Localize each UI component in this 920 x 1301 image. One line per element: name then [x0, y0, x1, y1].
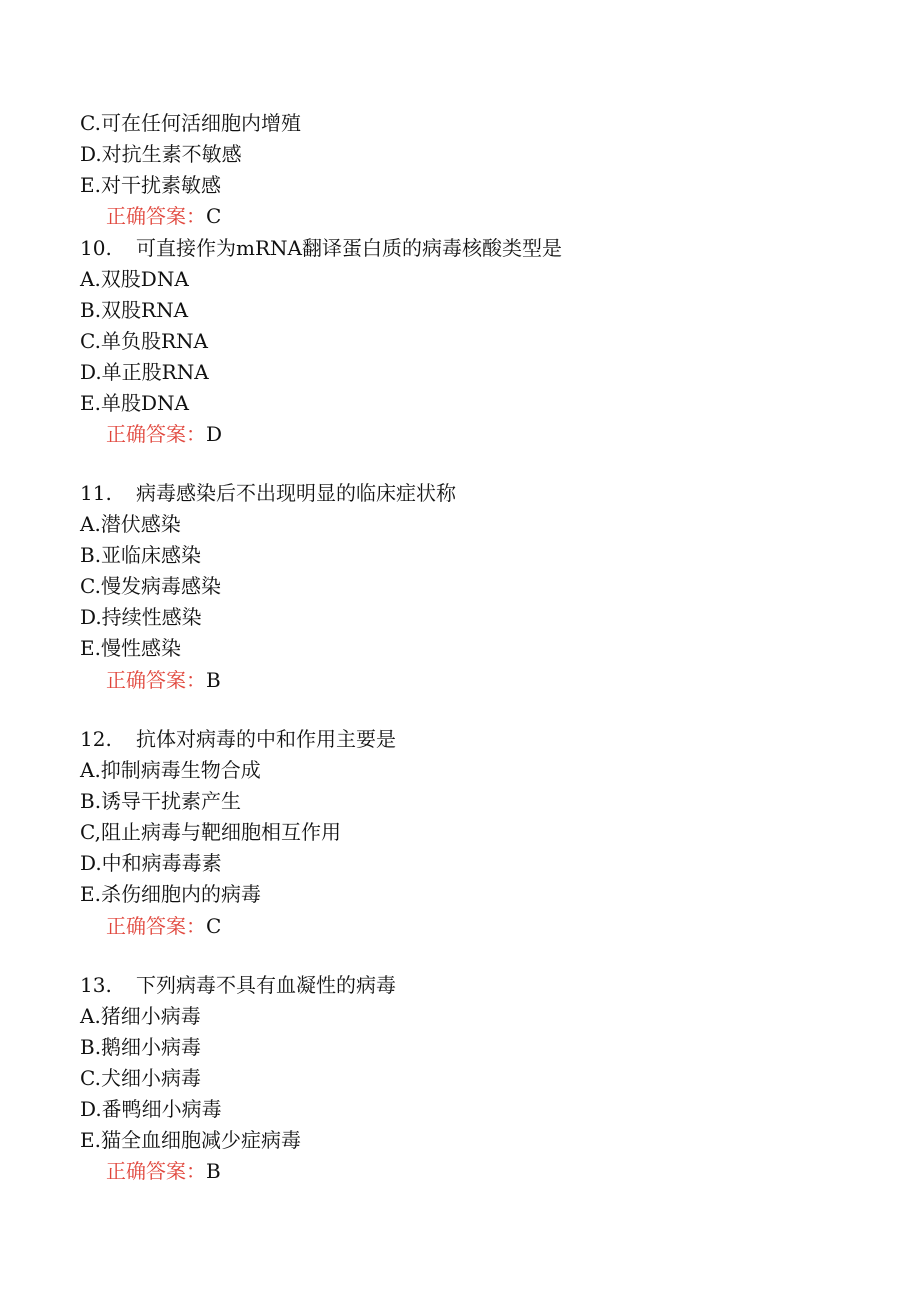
option-9c: C.可在任何活细胞内增殖 [80, 111, 301, 135]
option-12c: C,阻止病毒与靶细胞相互作用 [80, 820, 341, 844]
option-12a: A.抑制病毒生物合成 [80, 758, 261, 782]
question-text: 可直接作为mRNΑ翻译蛋白质的病毒核酸类型是 [136, 236, 562, 260]
option-9e: E.对干扰素敏感 [80, 173, 221, 197]
option-11a: A.潜伏感染 [80, 512, 181, 536]
answer-13 [106, 1159, 221, 1183]
option-11e: E.慢性感染 [80, 636, 181, 660]
question-12 [80, 727, 396, 751]
question-number: 13. [80, 973, 112, 997]
option-9d: D.对抗生素不敏感 [80, 142, 242, 166]
option-10a: A.双股DNA [80, 267, 189, 291]
question-number: 10. [80, 236, 112, 260]
question-11 [80, 481, 456, 505]
answer-label: 正确答案： [106, 914, 206, 938]
option-12d: D.中和病毒毒素 [80, 851, 222, 875]
question-text: 下列病毒不具有血凝性的病毒 [136, 973, 396, 997]
answer-11 [106, 668, 221, 692]
answer-label: 正确答案： [106, 204, 206, 228]
answer-label: 正确答案： [106, 422, 206, 446]
option-10d: D.单正股RNA [80, 360, 209, 384]
answer-value: C [206, 204, 222, 228]
answer-value: D [206, 422, 223, 446]
question-text: 病毒感染后不出现明显的临床症状称 [136, 481, 456, 505]
option-12e: E.杀伤细胞内的病毒 [80, 882, 261, 906]
option-13c: C.犬细小病毒 [80, 1066, 201, 1090]
option-13d: D.番鸭细小病毒 [80, 1097, 222, 1121]
answer-label: 正确答案： [106, 1159, 206, 1183]
question-number: 11. [80, 481, 112, 505]
option-12b: B.诱导干扰素产生 [80, 789, 242, 813]
question-text: 抗体对病毒的中和作用主要是 [136, 727, 396, 751]
option-10b: B.双股RNA [80, 298, 189, 322]
answer-value: C [206, 914, 222, 938]
option-11d: D.持续性感染 [80, 605, 202, 629]
answer-9 [106, 204, 221, 228]
option-13e: E.猫全血细胞减少症病毒 [80, 1128, 301, 1152]
answer-12 [106, 914, 221, 938]
answer-10 [106, 422, 222, 446]
question-number: 12. [80, 727, 112, 751]
option-13b: B.鹅细小病毒 [80, 1035, 202, 1059]
option-10e: E.单股DNA [80, 391, 189, 415]
option-11b: B.亚临床感染 [80, 543, 202, 567]
answer-value: B [206, 1159, 221, 1183]
answer-label: 正确答案： [106, 668, 206, 692]
question-13 [80, 973, 396, 997]
answer-value: B [206, 668, 221, 692]
option-10c: C.单负股RNA [80, 329, 208, 353]
option-13a: A.猪细小病毒 [80, 1004, 201, 1028]
question-10 [80, 236, 562, 260]
option-11c: C.慢发病毒感染 [80, 574, 221, 598]
